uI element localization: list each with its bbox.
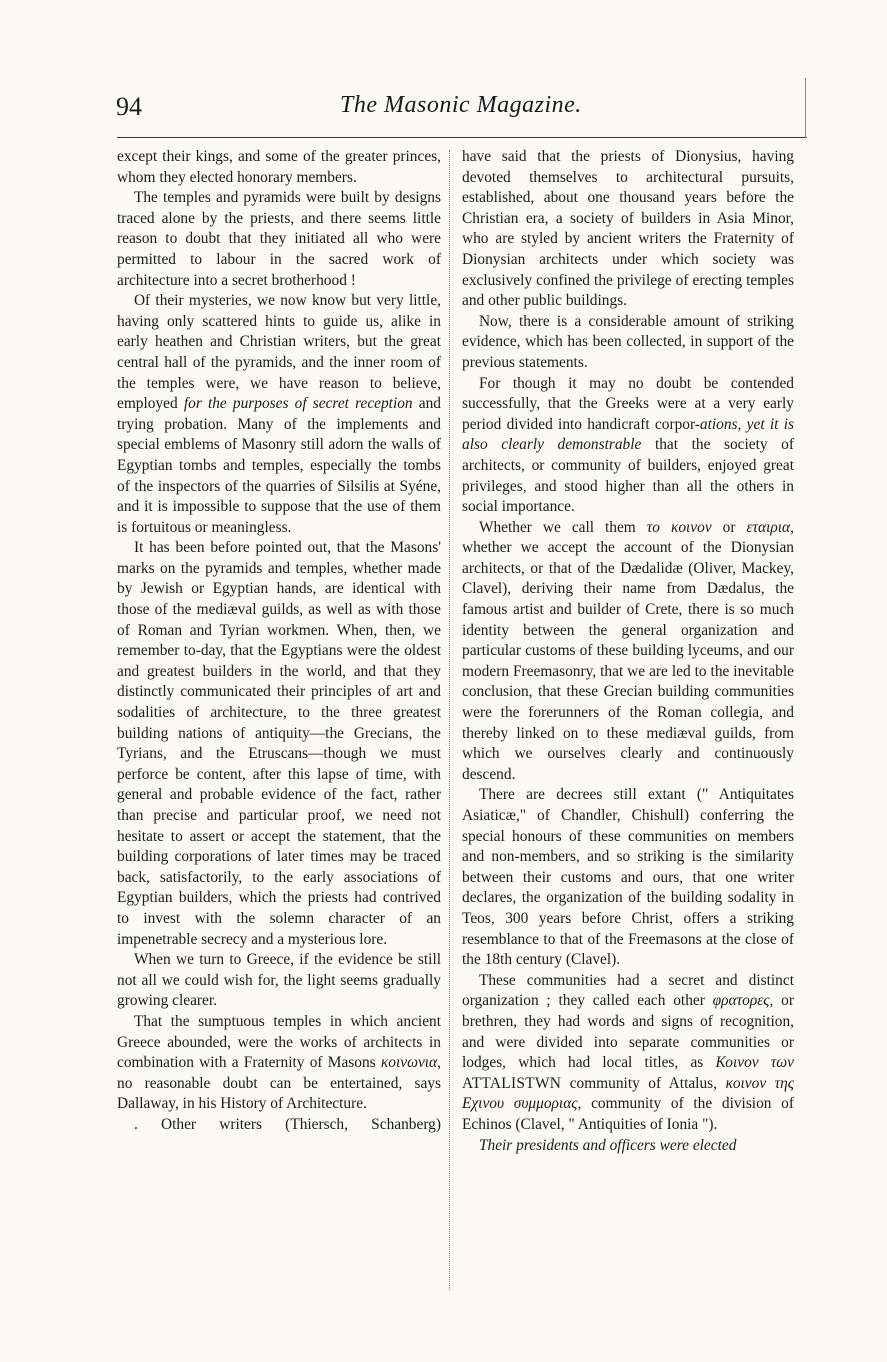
page-number: 94 (116, 92, 142, 121)
right-column (462, 147, 794, 1156)
text-run: or (711, 518, 747, 536)
paragraph (462, 971, 794, 1136)
paragraph: When we turn to Greece, if the evidence be still not all we could wish for, the light seems gradually growing clearer. (117, 951, 441, 1010)
text-run: , community of the division of Echinos (Clavel, " Antiquities of Ionia "). (462, 1095, 794, 1133)
header-rule (117, 137, 807, 138)
greek-word: εταιρια (746, 518, 791, 536)
text-run: community of Attalus, (561, 1074, 726, 1092)
paragraph (117, 1012, 441, 1115)
italic-text: Their presidents and officers were elected (478, 1136, 737, 1154)
paragraph (462, 518, 794, 786)
paragraph (117, 291, 441, 538)
text-run: Whether we call them (478, 518, 647, 536)
text-run: . Other writers (Thiersch, Schanberg) (133, 1115, 441, 1133)
greek-phrase: Κοινον των (715, 1054, 794, 1072)
greek-word: φρατορες (712, 992, 770, 1010)
paragraph (117, 1115, 441, 1136)
left-column (117, 147, 441, 1136)
paragraph: except their kings, and some of the greater princes, whom they elected honorary members. (117, 148, 441, 186)
paragraph (462, 1136, 794, 1157)
running-title: The Masonic Magazine. (340, 92, 582, 118)
page-edge-line (805, 78, 806, 138)
text-run: These communities had a secret and distinct organization ; they called each other (462, 971, 794, 1010)
paragraph: Now, there is a considerable amount of striking evidence, which has been collected, in support of the previous statements. (462, 312, 794, 371)
greek-phrase: το κοινον (646, 518, 712, 536)
text-run: and trying probation. Many of the implements and special emblems of Masonry still adorn the walls of Egyptian tombs and temples, especially the tombs of the inspectors of the quarries of Silsilis at Syéne, and it is impossible to suppose that the use of them is fortuitous or meaningless. (117, 395, 441, 536)
text-run: , or brethren, they had words and signs of recognition, and were divided into separate communities or lodges, which had local titles, as (462, 992, 794, 1072)
paragraph: The temples and pyramids were built by designs traced alone by the priests, and there seems little reason to doubt that they initiated all who were permitted to labour in the sacred work of architecture into a secret brotherhood ! (117, 189, 441, 289)
text-run: For though it may no doubt be contended successfully, that the Greeks were at a very early period divided into handicraft corpor- (462, 374, 794, 433)
text-run: That the sumptuous temples in which ancient Greece abounded, were the works of architects in combination with a Fraternity of Masons (117, 1012, 441, 1072)
italic-text: ations, yet it is also clearly demonstrable (462, 415, 794, 454)
italic-text: for the purposes of secret reception (183, 395, 413, 413)
page-header (116, 92, 806, 132)
greek-capitals: ATTALISTWN (462, 1074, 562, 1092)
greek-word: κοινωνια (380, 1054, 438, 1072)
paragraph: It has been before pointed out, that the Masons' marks on the pyramids and temples, whether made by Jewish or Egyptian hands, are identical with those of the mediæval guilds, as well as with those of Roman and Tyrian workmen. When, then, we remember to-day, that the Egyptians were the oldest and greatest builders in the world, and that they distinctly communicated their principles of art and sodalities of architecture, to the three greatest building nations of antiquity—the Grecians, the Tyrians, and the Etruscans—though we must perforce be content, after this lapse of time, with general and probable evidence of the fact, rather than precise and particular proof, we need not hesitate to assert or accept the statement, that the building corporations of later times may be traced back, satisfactorily, to the early associations of Egyptian builders, which the priests had contrived to invest with the solemn character of an impenetrable secrecy and a mysterious lore. (117, 539, 441, 948)
paragraph (462, 374, 794, 518)
column-divider (449, 150, 450, 1290)
text-run: Of their mysteries, we now know but very little, having only scattered hints to guide us, alike in early heathen and Christian writers, but the great central hall of the pyramids, and the inner room of the temples were, we have reason to believe, employed (117, 292, 441, 413)
text-run: , whether we accept the account of the Dionysian architects, or that of the Dædalidæ (Oliver, Mackey, Clavel), deriving their name from Dædalus, the famous artist and builder of Crete, there is so much identity between the general organization and particular customs of these building lyceums, and our modern Freemasonry, that we are led to the inevitable conclusion, that these Grecian building communities were the forerunners of the Roman collegia, and thereby linked on to these mediæval guilds, from which we ourselves clearly and continuously descend. (462, 518, 794, 783)
text-run: that the society of architects, or community of builders, enjoyed great privileges, and stood higher than all the others in social importance. (462, 436, 795, 516)
greek-phrase: κοινον της Εχινου συμμοριας (462, 1074, 794, 1113)
text-run: , no reasonable doubt can be entertained, says Dallaway, in his History of Architecture. (117, 1054, 441, 1113)
paragraph: There are decrees still extant (" Antiquitates Asiaticæ," of Chandler, Chishull) conferring the special honours of these communities on members and non-members, and so striking is the similarity between their customs and ours, that one writer declares, the organization of the building sodality in Teos, 300 years before Christ, offers a striking resemblance to that of the Freemasons at the close of the 18th century (Clavel). (462, 786, 794, 969)
paragraph: have said that the priests of Dionysius, having devoted themselves to architectural pursuits, established, about one thousand years before the Christian era, a society of builders in Asia Minor, who are styled by ancient writers the Fraternity of Dionysian architects under which society was exclusively confined the privilege of erecting temples and other public buildings. (462, 148, 794, 310)
